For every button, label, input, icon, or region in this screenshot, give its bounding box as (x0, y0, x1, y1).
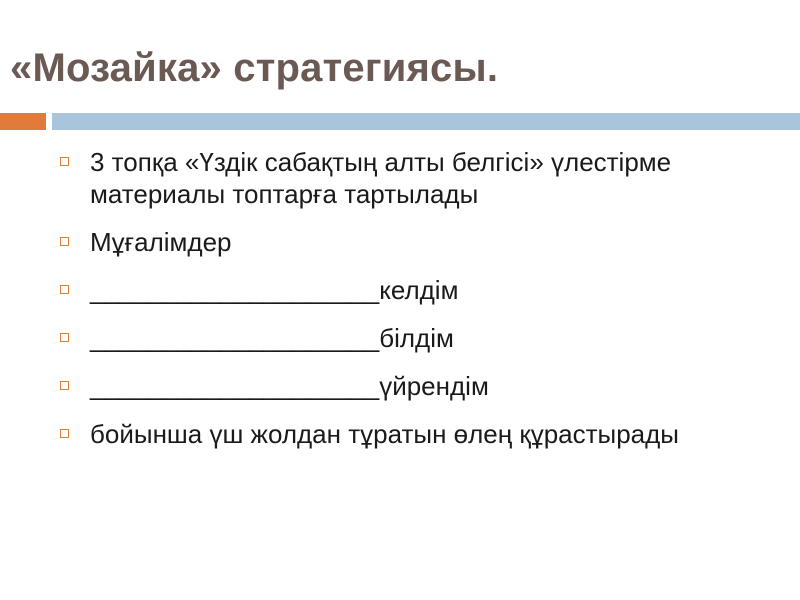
bullet-text: Мұғалімдер (90, 227, 232, 257)
title-rule-accent (0, 113, 46, 130)
bullet-item-came (60, 274, 780, 306)
square-bullet-icon (60, 333, 69, 342)
bullet-text: 3 топқа «Үздік сабақтың алты белгісі» үлестірме материалы топтарға тартылады (90, 147, 672, 209)
slide-title: «Мозайка» стратегиясы. (10, 46, 499, 90)
bullet-item-poem (60, 418, 780, 450)
bullet-text: бойынша үш жолдан тұратын өлең құрастырады (90, 419, 679, 449)
title-rule (52, 113, 800, 130)
bullet-item-knew (60, 322, 780, 354)
bullet-list (60, 146, 780, 466)
bullet-text: ____________________үйрендім (90, 371, 489, 401)
bullet-item-learned (60, 370, 780, 402)
bullet-item-teachers (60, 226, 780, 258)
bullet-item-groups (60, 146, 780, 210)
square-bullet-icon (60, 381, 69, 390)
square-bullet-icon (60, 429, 69, 438)
square-bullet-icon (60, 157, 69, 166)
square-bullet-icon (60, 285, 69, 294)
bullet-text: ____________________келдім (90, 275, 459, 305)
bullet-text: ____________________білдім (90, 323, 454, 353)
square-bullet-icon (60, 237, 69, 246)
